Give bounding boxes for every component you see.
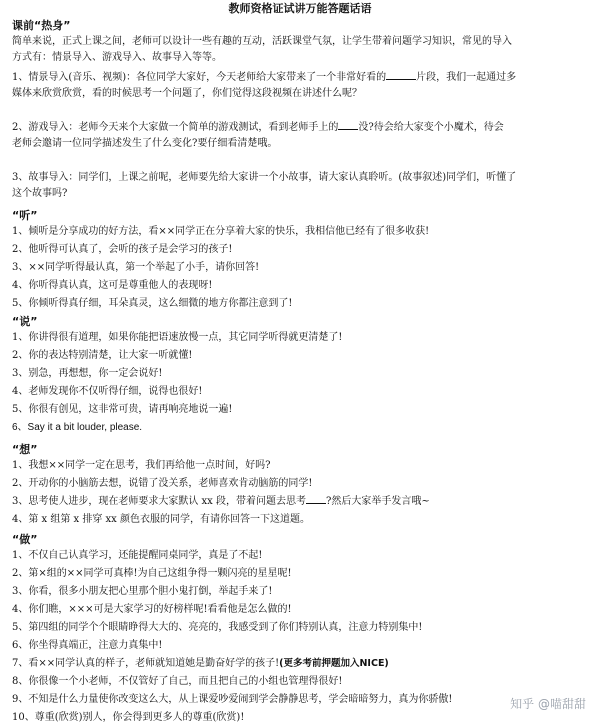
list-item: 4、老师发现你不仅听得仔细，说得也很好! <box>12 386 203 397</box>
list-item: 5、你倾听得真仔细，耳朵真灵，这么细微的地方你都注意到了! <box>12 298 293 309</box>
item-text: 6、Say it a bit louder, please. <box>12 422 143 433</box>
list-item <box>12 656 590 674</box>
list-item: 1、倾听是分享成功的好方法，看××同学正在分享着大家的快乐，我相信他已经有了很多收获! <box>12 226 430 237</box>
intro-line-1: 简单来说，正式上课之间，老师可以设计一些有趣的互动，活跃课堂气氛，让学生带着问题学习知识，常见的导入 <box>12 36 512 47</box>
item-text: 7、看××同学认真的样子，老师就知道她是勤奋好学的孩子! <box>12 658 280 669</box>
list-item: 5、第四组的同学个个眼睛睁得大大的、亮亮的，我感受到了你们特别认真，注意力特别集中! <box>12 622 423 633</box>
list-item: 2、开动你的小脑筋去想，说错了没关系，老师喜欢肯动脑筋的同学! <box>12 478 313 489</box>
list-item: 2、你的表达特别清楚，让大家一听就懂! <box>12 350 193 361</box>
section-speak <box>12 314 590 442</box>
item-text: ?然后大家举手发言哦~ <box>326 496 430 507</box>
list-item: 6、你坐得真端正，注意力真集中! <box>12 640 163 651</box>
list-item: 4、第 x 组第 x 排穿 xx 颜色衣服的同学，有请你回答一下这道题。 <box>12 514 310 525</box>
list-item: 5、你很有创见，这非常可贵，请再响亮地说一遍! <box>12 404 233 415</box>
list-item: 4、你听得真认真，这可是尊重他人的表现呀! <box>12 280 213 291</box>
item-text: 3、思考使人进步，现在老师要求大家默认 xx 段，带着问题去思考 <box>12 496 306 507</box>
list-item: 1、你讲得很有道理，如果你能把语速放慢一点，其它同学听得就更清楚了! <box>12 332 343 343</box>
list-item <box>12 70 590 120</box>
section-do <box>12 532 590 728</box>
list-item: 9、不知是什么力量使你改变这么大，从上课爱吵爱闹到学会静静思考，学会暗暗努力，真为你骄傲! <box>12 694 453 705</box>
section-heading-speak: “说” <box>12 315 38 328</box>
list-item: 3、别急，再想想，你一定会说好! <box>12 368 163 379</box>
list-item: 8、你很像一个小老师，不仅管好了自己，而且把自己的小组也管理得很好! <box>12 676 343 687</box>
list-item: 3、××同学听得最认真，第一个举起了小手，请你回答! <box>12 262 260 273</box>
section-heading-listen: “听” <box>12 209 38 222</box>
section-think <box>12 442 590 532</box>
item-text: 1、情景导入(音乐、视频)：各位同学大家好，今天老师给大家带来了一个非常好看的 <box>12 72 387 83</box>
list-item <box>12 170 590 208</box>
item-text: 老师会邀请一位同学描述发生了什么变化?要仔细看清楚哦。 <box>12 138 278 149</box>
list-item: 2、第×组的××同学可真棒!为自己这组争得一颗闪亮的星星呢! <box>12 568 292 579</box>
section-heading-warmup: 课前“热身” <box>12 19 71 32</box>
item-text: 这个故事吗? <box>12 188 68 199</box>
list-item <box>12 420 590 442</box>
fill-blank <box>338 120 358 130</box>
list-item: 2、他听得可认真了，会听的孩子是会学习的孩子! <box>12 244 233 255</box>
list-item: 3、你看，很多小朋友把心里那个胆小鬼打倒，举起手来了! <box>12 586 273 597</box>
watermark: 知乎 @喵甜甜 <box>510 697 586 711</box>
list-item: 10、尊重(欣赏)别人，你会得到更多人的尊重(欣赏)! <box>12 712 245 723</box>
fill-blank <box>306 494 326 504</box>
section-listen <box>12 208 590 314</box>
section-heading-do: “做” <box>12 533 38 546</box>
fill-blank <box>386 70 416 80</box>
document-body <box>12 18 590 728</box>
list-item <box>12 120 590 170</box>
item-text: 3、故事导入：同学们，上课之前呢，老师要先给大家讲一个小故事，请大家认真聆听。(故事叙述)同学们，听懂了 <box>12 172 517 183</box>
section-warmup <box>12 18 590 208</box>
document-title: 教师资格证试讲万能答题话语 <box>228 2 372 15</box>
list-item <box>12 494 590 512</box>
list-item: 1、不仅自己认真学习，还能提醒同桌同学，真是了不起! <box>12 550 263 561</box>
intro-line-2: 方式有：情景导入、游戏导入、故事导入等等。 <box>12 52 222 63</box>
section-heading-think: “想” <box>12 443 38 456</box>
item-text: 媒体来欣赏欣赏，看的时候思考一个问题了，你们觉得这段视频在讲述什么呢？ <box>12 88 362 99</box>
list-item: 1、我想××同学一定在思考，我们再给他一点时间，好吗? <box>12 460 271 471</box>
item-text: 片段，我们一起通过多 <box>416 72 517 83</box>
list-item: 4、你们瞧，×××可是大家学习的好榜样呢!看看他是怎么做的! <box>12 604 292 615</box>
item-text: 2、游戏导入：老师今天来个大家做一个简单的游戏测试，看到老师手上的 <box>12 122 339 133</box>
promo-note: (更多考前押题加入NICE) <box>279 658 389 669</box>
item-text: 没?待会给大家变个小魔术，待会 <box>358 122 504 133</box>
